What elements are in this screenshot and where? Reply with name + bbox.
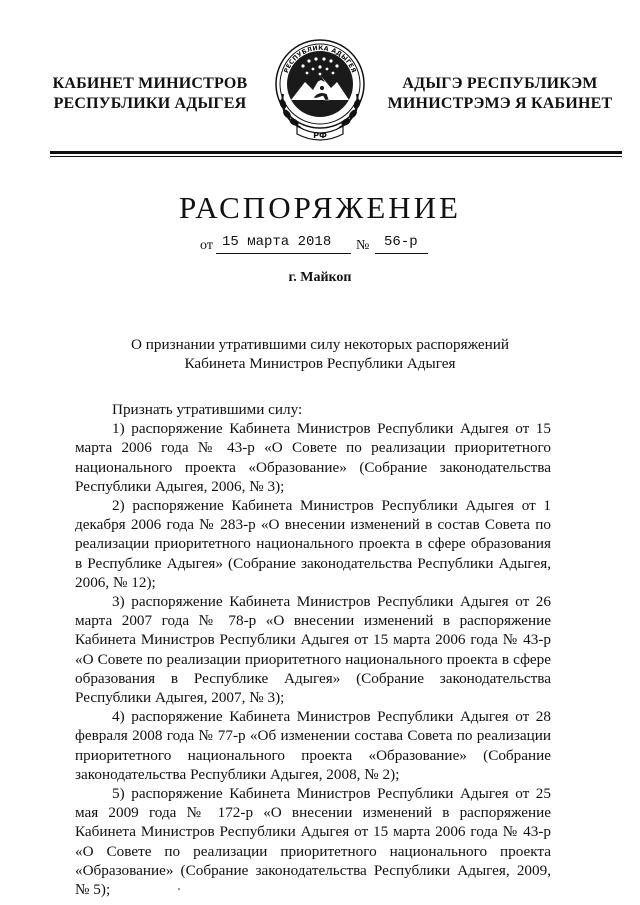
header-left-line1: КАБИНЕТ МИНИСТРОВ: [52, 75, 248, 92]
header-right: [380, 74, 620, 114]
header-rule-thin: [50, 156, 622, 157]
date-value: 15 марта 2018: [222, 234, 332, 250]
republic-of-adygea-coat-of-arms-icon: [273, 36, 367, 146]
city: г. Майкоп: [288, 270, 352, 285]
header-left-line2: РЕСПУБЛИКИ АДЫГЕЯ: [53, 95, 247, 112]
number-value: 56-р: [384, 234, 418, 250]
emblem-ring-text: РЕСПУБЛИКА АДЫГЕЯ: [282, 44, 358, 75]
document-title: РАСПОРЯЖЕНИЕ: [179, 190, 461, 225]
header-right-line2: МИНИСТРЭМЭ Я КАБИНЕТ: [387, 95, 613, 112]
list-item: 3) распоряжение Кабинета Министров Республики Адыгея от 26 марта 2007 года № 78-р «О внесении изменений в распоряжение Кабинета Министров Республики Адыгея от 15 марта 2006 года № 43-р «О Совете по реализации приоритетного национального проекта в сфере образования в Республике Адыгея» (Собрание законодательства Республики Адыгея, 2007, № 3);: [75, 593, 551, 707]
list-item: 1) распоряжение Кабинета Министров Республики Адыгея от 15 марта 2006 года № 43-р «О Совете по реализации приоритетного национального проекта «Образование» (Собрание законодательства Республики Адыгея, 2006, № 3);: [75, 420, 551, 495]
header-rule-thick: [50, 151, 622, 154]
body-intro: Признать утратившими силу:: [112, 401, 303, 418]
number-label: №: [356, 238, 370, 253]
list-item: 4) распоряжение Кабинета Министров Республики Адыгея от 28 февраля 2008 года № 77-р «Об изменении состава Совета по реализации приоритетного национального проекта «Образование» (Собрание законодательства Республики Адыгея, 2008, № 2);: [75, 708, 551, 783]
date-label: от: [200, 238, 213, 253]
scan-speck: [178, 888, 180, 890]
list-item: 5) распоряжение Кабинета Министров Республики Адыгея от 25 мая 2009 года № 172-р «О внесении изменений в распоряжение Кабинета Министров Республики Адыгея от 15 марта 2006 года № 43-р «О Совете по реализации приоритетного национального проекта «Образование» (Собрание законодательства Республики Адыгея, 2009, № 5);: [75, 785, 551, 899]
subject-line2: Кабинета Министров Республики Адыгея: [184, 355, 456, 372]
emblem-ribbon-text: РФ: [313, 131, 327, 140]
header-left: [50, 74, 250, 114]
document-body: [75, 400, 551, 899]
date-number-line: [200, 232, 440, 258]
header-right-line1: АДЫГЭ РЕСПУБЛИКЭМ: [402, 75, 598, 92]
list-item: 2) распоряжение Кабинета Министров Республики Адыгея от 1 декабря 2006 года № 283-р «О внесении изменений в состав Совета по реализации приоритетного национального проекта в сфере образования в Республике Адыгея» (Собрание законодательства Республики Адыгея, 2006, № 12);: [75, 497, 551, 591]
document-subject: [100, 335, 540, 373]
subject-line1: О признании утратившими силу некоторых распоряжений: [130, 336, 510, 353]
